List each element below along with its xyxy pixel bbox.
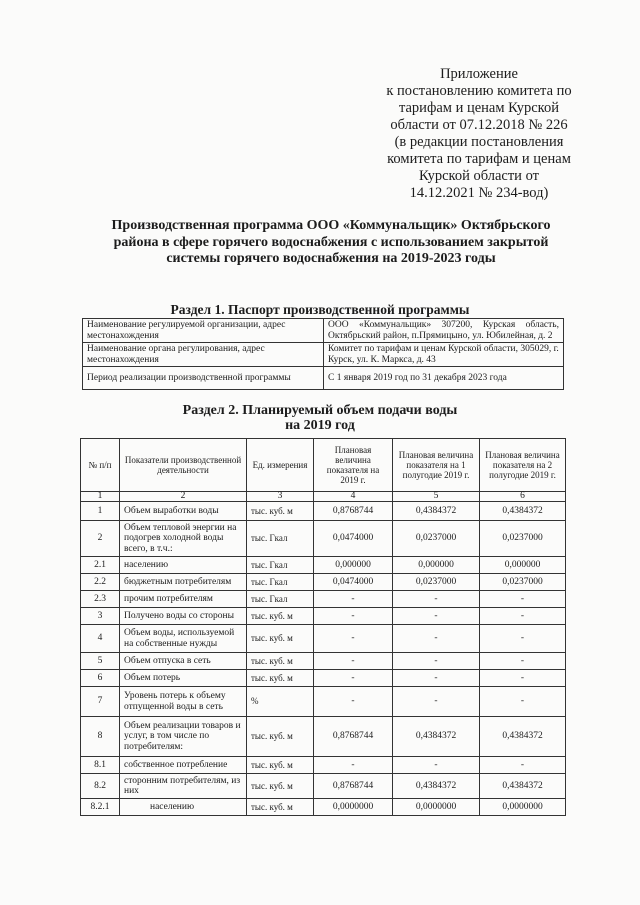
table-row	[81, 774, 566, 799]
row-number: 2.1	[81, 557, 120, 574]
row-indicator: Объем тепловой энергии на подогрев холодной воды всего, в т.ч.:	[120, 521, 247, 557]
row-value-2019: -	[314, 625, 393, 653]
column-header: Плановая величина показателя на 2019 г.	[314, 439, 393, 492]
row-unit: тыс. Гкал	[247, 521, 314, 557]
row-value-h2: 0,4384372	[480, 774, 566, 799]
row-unit: тыс. куб. м	[247, 502, 314, 521]
row-unit: %	[247, 687, 314, 717]
row-indicator: Объем выработки воды	[120, 502, 247, 521]
table-row	[81, 717, 566, 757]
row-indicator: населению	[120, 557, 247, 574]
row-value-2019: 0,8768744	[314, 717, 393, 757]
table-row	[81, 574, 566, 591]
section2-subtitle: на 2019 год	[285, 418, 355, 433]
row-indicator: Объем реализации товаров и услуг, в том числе по потребителям:	[120, 717, 247, 757]
section1-title: Раздел 1. Паспорт производственной программы	[170, 302, 470, 317]
row-indicator: Объем потерь	[120, 670, 247, 687]
row-value-h2: 0,0237000	[480, 521, 566, 557]
appendix-line: 14.12.2021 № 234-вод)	[409, 185, 549, 201]
column-header: Ед. измерения	[247, 439, 314, 492]
passport-value: ООО «Коммунальщик» 307200, Курская область, Октябрьский район, п.Прямицыно, ул. Юбилейная, д. 2	[324, 319, 564, 343]
table-row	[81, 591, 566, 608]
row-value-2019: -	[314, 608, 393, 625]
section2-title-line: Раздел 2. Планируемый объем подачи воды	[182, 403, 458, 418]
column-number: 5	[393, 492, 480, 502]
section2-title	[150, 403, 490, 433]
row-unit: тыс. куб. м	[247, 653, 314, 670]
row-indicator: Получено воды со стороны	[120, 608, 247, 625]
row-value-h1: 0,0237000	[393, 521, 480, 557]
row-number: 3	[81, 608, 120, 625]
row-value-h2: -	[480, 625, 566, 653]
row-value-h2: -	[480, 608, 566, 625]
row-value-2019: 0,0474000	[314, 574, 393, 591]
row-unit: тыс. куб. м	[247, 757, 314, 774]
appendix-line: (в редакции постановления	[394, 134, 564, 150]
column-header: Показатели производственной деятельности	[120, 439, 247, 492]
table-header-row	[81, 439, 566, 492]
row-number: 5	[81, 653, 120, 670]
row-unit: тыс. куб. м	[247, 717, 314, 757]
row-value-h1: -	[393, 687, 480, 717]
appendix-line: к постановлению комитета по	[386, 83, 572, 99]
row-number: 2.3	[81, 591, 120, 608]
passport-table	[82, 318, 564, 390]
table-row	[81, 757, 566, 774]
row-indicator: Объем отпуска в сеть	[120, 653, 247, 670]
row-value-h1: -	[393, 670, 480, 687]
row-value-2019: -	[314, 757, 393, 774]
row-value-h2: 0,000000	[480, 557, 566, 574]
row-number: 1	[81, 502, 120, 521]
table-row	[81, 670, 566, 687]
row-indicator: Объем воды, используемой на собственные нужды	[120, 625, 247, 653]
row-value-2019: -	[314, 687, 393, 717]
row-number: 2	[81, 521, 120, 557]
row-value-h1: 0,4384372	[393, 502, 480, 521]
appendix-line: комитета по тарифам и ценам	[387, 151, 571, 167]
table-row	[83, 367, 564, 390]
row-value-h1: -	[393, 653, 480, 670]
column-number-row	[81, 492, 566, 502]
row-value-h1: 0,4384372	[393, 717, 480, 757]
column-number: 1	[81, 492, 120, 502]
row-unit: тыс. куб. м	[247, 774, 314, 799]
volume-table	[80, 438, 566, 816]
row-number: 6	[81, 670, 120, 687]
table-row	[81, 521, 566, 557]
table-row	[81, 799, 566, 816]
table-row	[81, 557, 566, 574]
program-title: Производственная программа ООО «Коммунальщик» Октябрьского района в сфере горячего водоснабжения с использованием закрытой системы горячего водоснабжения на 2019-2023 годы	[111, 218, 551, 266]
appendix-line: Курской области от	[419, 168, 539, 184]
row-unit: тыс. куб. м	[247, 670, 314, 687]
row-value-2019: 0,8768744	[314, 502, 393, 521]
column-header: Плановая величина показателя на 2 полугодие 2019 г.	[480, 439, 566, 492]
row-value-h1: -	[393, 625, 480, 653]
row-indicator: собственное потребление	[120, 757, 247, 774]
column-number: 2	[120, 492, 247, 502]
row-unit: тыс. куб. м	[247, 625, 314, 653]
row-value-2019: -	[314, 670, 393, 687]
row-unit: тыс. Гкал	[247, 574, 314, 591]
row-value-h1: 0,0000000	[393, 799, 480, 816]
row-value-h1: -	[393, 591, 480, 608]
row-value-2019: 0,0474000	[314, 521, 393, 557]
table-row	[81, 625, 566, 653]
table-row	[81, 653, 566, 670]
row-number: 8.1	[81, 757, 120, 774]
row-value-2019: -	[314, 653, 393, 670]
row-indicator: бюджетным потребителям	[120, 574, 247, 591]
table-row	[81, 502, 566, 521]
row-value-h1: -	[393, 757, 480, 774]
row-number: 8.2.1	[81, 799, 120, 816]
row-value-h2: -	[480, 591, 566, 608]
appendix-line: Приложение	[440, 66, 518, 82]
column-header: Плановая величина показателя на 1 полугодие 2019 г.	[393, 439, 480, 492]
row-number: 7	[81, 687, 120, 717]
row-value-2019: 0,8768744	[314, 774, 393, 799]
row-unit: тыс. куб. м	[247, 608, 314, 625]
row-unit: тыс. куб. м	[247, 799, 314, 816]
passport-label: Наименование органа регулирования, адрес местонахождения	[83, 343, 324, 367]
passport-label: Период реализации производственной программы	[83, 367, 324, 390]
row-value-2019: 0,000000	[314, 557, 393, 574]
row-value-h2: 0,4384372	[480, 717, 566, 757]
row-value-h1: 0,000000	[393, 557, 480, 574]
row-indicator: населению	[120, 799, 247, 816]
passport-value: С 1 января 2019 год по 31 декабря 2023 года	[324, 367, 564, 390]
table-row	[83, 343, 564, 367]
row-indicator: прочим потребителям	[120, 591, 247, 608]
table-row	[83, 319, 564, 343]
table-row	[81, 687, 566, 717]
row-value-h2: 0,0000000	[480, 799, 566, 816]
row-value-h2: -	[480, 653, 566, 670]
column-number: 6	[480, 492, 566, 502]
column-number: 4	[314, 492, 393, 502]
row-unit: тыс. Гкал	[247, 591, 314, 608]
row-value-2019: -	[314, 591, 393, 608]
row-value-h1: -	[393, 608, 480, 625]
row-unit: тыс. Гкал	[247, 557, 314, 574]
appendix-block	[372, 66, 586, 202]
passport-label: Наименование регулируемой организации, адрес местонахождения	[83, 319, 324, 343]
row-value-h2: -	[480, 687, 566, 717]
row-value-h2: -	[480, 670, 566, 687]
row-indicator: сторонним потребителям, из них	[120, 774, 247, 799]
column-header: № п/п	[81, 439, 120, 492]
row-number: 2.2	[81, 574, 120, 591]
appendix-line: тарифам и ценам Курской	[398, 100, 559, 116]
row-number: 8	[81, 717, 120, 757]
row-value-h1: 0,4384372	[393, 774, 480, 799]
row-number: 4	[81, 625, 120, 653]
row-number: 8.2	[81, 774, 120, 799]
row-value-h2: -	[480, 757, 566, 774]
row-value-h2: 0,4384372	[480, 502, 566, 521]
table-row	[81, 608, 566, 625]
column-number: 3	[247, 492, 314, 502]
row-value-2019: 0,0000000	[314, 799, 393, 816]
row-value-h1: 0,0237000	[393, 574, 480, 591]
passport-value: Комитет по тарифам и ценам Курской области, 305029, г. Курск, ул. К. Маркса, д. 43	[324, 343, 564, 367]
appendix-line: области от 07.12.2018 № 226	[390, 117, 568, 133]
row-indicator: Уровень потерь к объему отпущенной воды в сеть	[120, 687, 247, 717]
row-value-h2: 0,0237000	[480, 574, 566, 591]
